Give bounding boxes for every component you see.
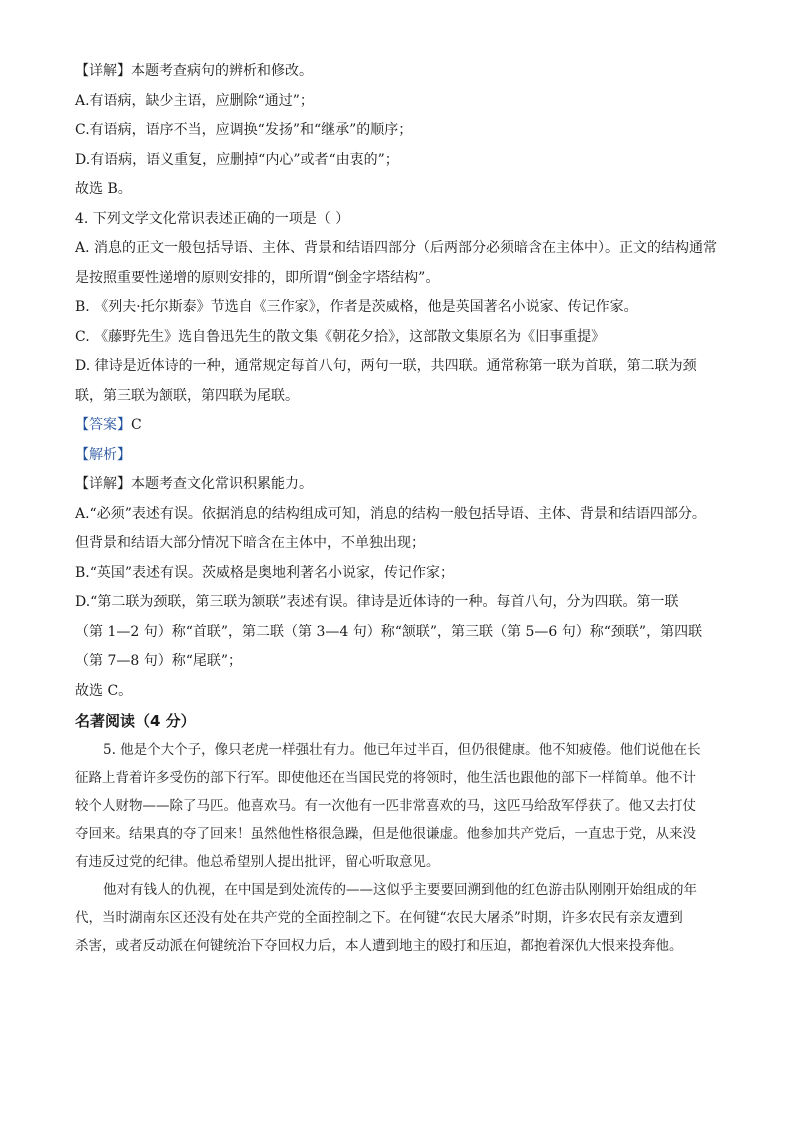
explanation-line: （第 1—2 句）称“首联”，第二联（第 3—4 句）称“颔联”，第三联（第 5—6 句）称“颈联”，第四联 <box>75 623 703 640</box>
explanation-line: D.有语病，语义重复，应删掉“内心”或者“由衷的”； <box>75 151 399 168</box>
analysis-tag: 【解析】 <box>75 446 131 463</box>
explanation-line: A.有语病，缺少主语，应删除“通过”； <box>75 92 314 109</box>
explanation-line: A.“必须”表述有误。依据消息的结构组成可知，消息的结构一般包括导语、主体、背景和结语四部分。 <box>75 505 706 522</box>
explanation-line: D.“第二联为颈联，第三联为颔联”表述有误。律诗是近体诗的一种。每首八句，分为四联。第一联 <box>75 594 679 610</box>
answer-conclusion: 故选 B。 <box>75 181 132 197</box>
option-a-continued: 是按照重要性递增的原则安排的，即所谓“倒金字塔结构”。 <box>75 269 440 286</box>
option-a: A. 消息的正文一般包括导语、主体、背景和结语四部分（后两部分必须暗含在主体中）。正文的结构通常 <box>75 240 718 256</box>
document-page <box>75 62 725 956</box>
section-heading: 名著阅读（4 分） <box>75 711 196 730</box>
option-d: D. 律诗是近体诗的一种，通常规定每首八句，两句一联，共四联。通常称第一联为首联，第二联为颈 <box>75 358 697 374</box>
reading-line: 较个人财物——除了马匹。他喜欢马。有一次他有一匹非常喜欢的马，这匹马给敌军俘获了。他又去打仗 <box>75 797 696 814</box>
explanation-line: （第 7—8 句）称“尾联”； <box>75 653 243 669</box>
question-4-stem: 4. 下列文学文化常识表述正确的一项是（ ） <box>75 210 350 227</box>
reading-line: 杀害，或者反动派在何键统治下夺回权力后，本人遭到地主的殴打和压迫，都抱着深仇大恨来投奔他。 <box>75 937 683 954</box>
explanation-line: 【详解】本题考查病句的辨析和修改。 <box>75 63 313 79</box>
explanation-line: B.“英国”表述有误。茨威格是奥地利著名小说家，传记作家； <box>75 564 455 581</box>
explanation-line: C.有语病，语序不当，应调换“发扬”和“继承”的顺序； <box>75 122 413 138</box>
option-d-continued: 联，第三联为颔联，第四联为尾联。 <box>75 387 299 404</box>
answer-tag: 【答案】 <box>75 417 131 433</box>
reading-line: 有违反过党的纪律。他总希望别人提出批评，留心听取意见。 <box>75 853 440 870</box>
reading-line: 代，当时湖南东区还没有处在共产党的全面控制之下。在何键“农民大屠杀”时期，许多农民有亲友遭到 <box>75 909 683 926</box>
reading-line: 5. 他是个大个子，像只老虎一样强壮有力。他已年过半百，但仍很健康。他不知疲倦。他们说他在长 <box>103 741 701 758</box>
answer-conclusion: 故选 C。 <box>75 682 133 699</box>
reading-line: 夺回来。结果真的夺了回来！虽然他性格很急躁，但是他很谦虚。他参加共产党后，一直忠于党，从来没 <box>75 825 696 842</box>
option-c: C. 《藤野先生》选自鲁迅先生的散文集《朝花夕拾》，这部散文集原名为《旧事重提》 <box>75 328 606 345</box>
reading-line: 他对有钱人的仇视，在中国是到处流传的——这似乎主要要回溯到他的红色游击队刚刚开始组成的年 <box>103 881 697 898</box>
answer-value: C <box>131 417 142 433</box>
reading-line: 征路上背着许多受伤的部下行军。即使他还在当国民党的将领时，他生活也跟他的部下一样简单。他不计 <box>75 769 696 786</box>
explanation-line: 但背景和结语大部分情况下暗含在主体中，不单独出现； <box>75 535 425 551</box>
explanation-line: 【详解】本题考查文化常识积累能力。 <box>75 476 313 492</box>
option-b: B. 《列夫·托尔斯泰》节选自《三作家》，作者是茨威格，他是英国著名小说家、传记作家。 <box>75 299 638 315</box>
answer-line <box>75 416 725 434</box>
